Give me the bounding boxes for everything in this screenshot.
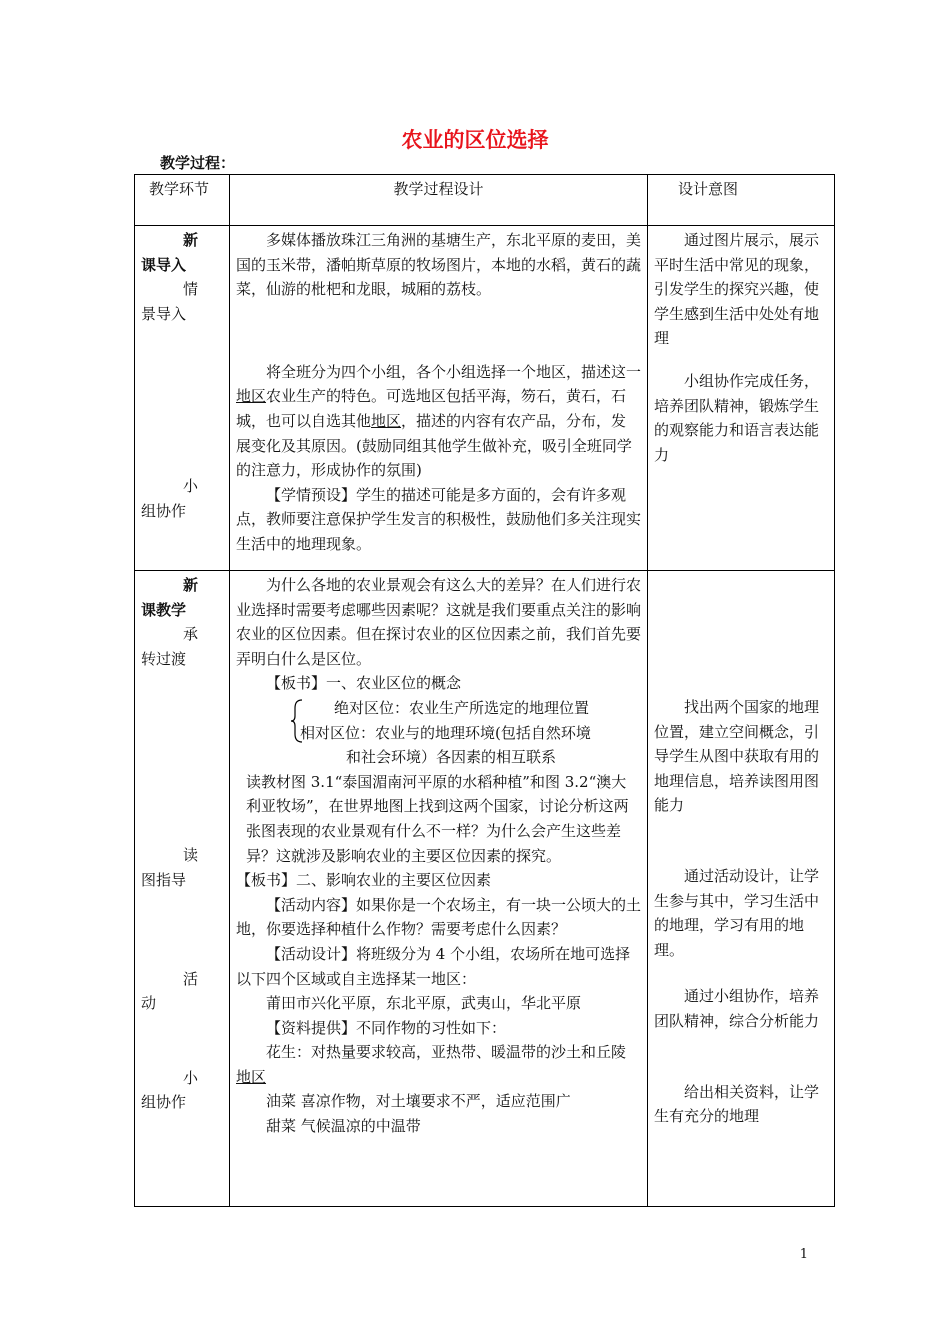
stage-label: 承 — [183, 625, 199, 644]
process-paragraph — [236, 1040, 641, 1089]
underlined-text: 地区 — [236, 1067, 267, 1086]
process-paragraph: 为什么各地的农业景观会有这么大的差异？在人们进行农业选择时需要考虑哪些因素呢？这就是我们要重点关注的影响农业的区位因素。但在探讨农业的区位因素之前，我们首先要弄明白什么是区位。 — [236, 576, 642, 668]
stage-label: 活 — [183, 969, 199, 988]
process-paragraph — [236, 360, 641, 483]
underlined-text: 地区 — [371, 411, 402, 430]
stage-label: 组协作 — [141, 1093, 187, 1112]
stage-label: 景导入 — [141, 304, 187, 323]
process-cell — [230, 571, 648, 1207]
stage-label: 新 — [183, 576, 199, 594]
text-run: ，描述的内容有农产品，分布，发展变化及其原因。(鼓励同组其他学生做补充，吸引全班同学的注意力，形成协作的氛围) — [236, 411, 632, 480]
stage-label: 读 — [183, 846, 199, 865]
process-paragraph: 【活动设计】将班级分为 4 个小组，农场所在地可选择以下四个区域或自主选择某一地区： — [236, 944, 631, 988]
process-paragraph: 莆田市兴化平原，东北平原，武夷山，华北平原 — [266, 994, 582, 1013]
table-row — [135, 571, 835, 1207]
intent-paragraph: 通过小组协作，培养团队精神，综合分析能力 — [654, 987, 820, 1030]
text-run: 花生：对热量要求较高，亚热带、暖温带的沙土和丘陵 — [266, 1043, 627, 1062]
stage-label: 新 — [183, 231, 199, 249]
stage-label: 组协作 — [141, 501, 187, 520]
stage-cell — [135, 226, 230, 571]
process-paragraph: 多媒体播放珠江三角洲的基塘生产，东北平原的麦田，美国的玉米带，潘帕斯草原的牧场图片，本地的水稻，黄石的蔬菜，仙游的枇杷和龙眼，城厢的荔枝。 — [236, 231, 642, 299]
text-run: 农业生产的特色。可选地区包括平海，笏石，黄石，石城，也可以自选其他 — [236, 387, 627, 430]
intent-paragraph: 给出相关资料，让学生有充分的地理 — [654, 1082, 820, 1126]
stage-label: 情 — [183, 280, 199, 299]
document-title: 农业的区位选择 — [401, 128, 549, 152]
intent-paragraph: 找出两个国家的地理位置，建立空间概念，引导学生从图中获取有用的地理信息，培养读图用图能力 — [654, 698, 820, 815]
stage-label: 小 — [183, 477, 199, 496]
concept-brace — [236, 696, 641, 770]
absolute-location: 绝对区位：农业生产所选定的地理位置 — [334, 698, 590, 717]
relative-location-cont: 和社会环境）各因素的相互联系 — [346, 748, 557, 767]
process-paragraph: 甜菜 气候温凉的中温带 — [266, 1117, 421, 1136]
process-paragraph: 【资料提供】不同作物的习性如下： — [266, 1018, 507, 1037]
table-header-row — [135, 175, 835, 226]
process-cell — [230, 226, 648, 571]
process-paragraph: 读教材图 3.1“泰国湄南河平原的水稻种植”和图 3.2“澳大利亚牧场”，在世界地图上找到这两个国家，讨论分析这两张图表现的农业景观有什么不一样？为什么会产生这些差异？这就涉及影响农业的主要区位因素的探究。 — [246, 772, 629, 865]
stage-label: 课教学 — [141, 600, 187, 619]
intent-paragraph: 小组协作完成任务，培养团队精神，锻炼学生的观察能力和语言表达能力 — [654, 371, 820, 464]
underlined-text: 地区 — [236, 387, 267, 406]
header-process: 教学过程设计 — [230, 175, 648, 226]
lesson-table — [134, 174, 835, 1207]
process-paragraph: 【学情预设】学生的描述可能是多方面的，会有许多观点，教师要注意保护学生发言的积极性，鼓励他们多关注现实生活中的地理现象。 — [236, 485, 642, 553]
text-run: 将全班分为四个小组，各个小组选择一个地区，描述这一 — [266, 362, 642, 381]
board-heading: 【板书】二、影响农业的主要区位因素 — [236, 871, 492, 890]
stage-label: 小 — [183, 1068, 199, 1087]
intent-cell — [648, 571, 835, 1207]
stage-label: 转过渡 — [141, 649, 187, 668]
header-intent: 设计意图 — [648, 175, 835, 226]
stage-cell — [135, 571, 230, 1207]
intent-paragraph: 通过图片展示，展示平时生活中常见的现象，引发学生的探究兴趣，使学生感到生活中处处有地理 — [654, 231, 820, 348]
intent-paragraph: 通过活动设计，让学生参与其中，学习生活中的地理，学习有用的地理。 — [654, 866, 820, 959]
board-heading: 【板书】一、农业区位的概念 — [266, 674, 462, 693]
process-paragraph: 【活动内容】如果你是一个农场主，有一块一公顷大的土地，你要选择种植什么作物？需要考虑什么因素？ — [236, 895, 642, 939]
header-stage: 教学环节 — [135, 175, 230, 226]
stage-label: 动 — [141, 994, 157, 1013]
stage-label: 课导入 — [141, 255, 187, 274]
intent-cell — [648, 226, 835, 571]
relative-location: 相对区位：农业与的地理环境(包括自然环境 — [300, 723, 591, 742]
stage-label: 图指导 — [141, 870, 187, 889]
section-label: 教学过程： — [160, 154, 236, 172]
brace-icon — [290, 698, 304, 744]
process-paragraph: 油菜 喜凉作物，对土壤要求不严，适应范围广 — [266, 1092, 571, 1111]
table-row — [135, 226, 835, 571]
page-number: 1 — [799, 1247, 808, 1262]
